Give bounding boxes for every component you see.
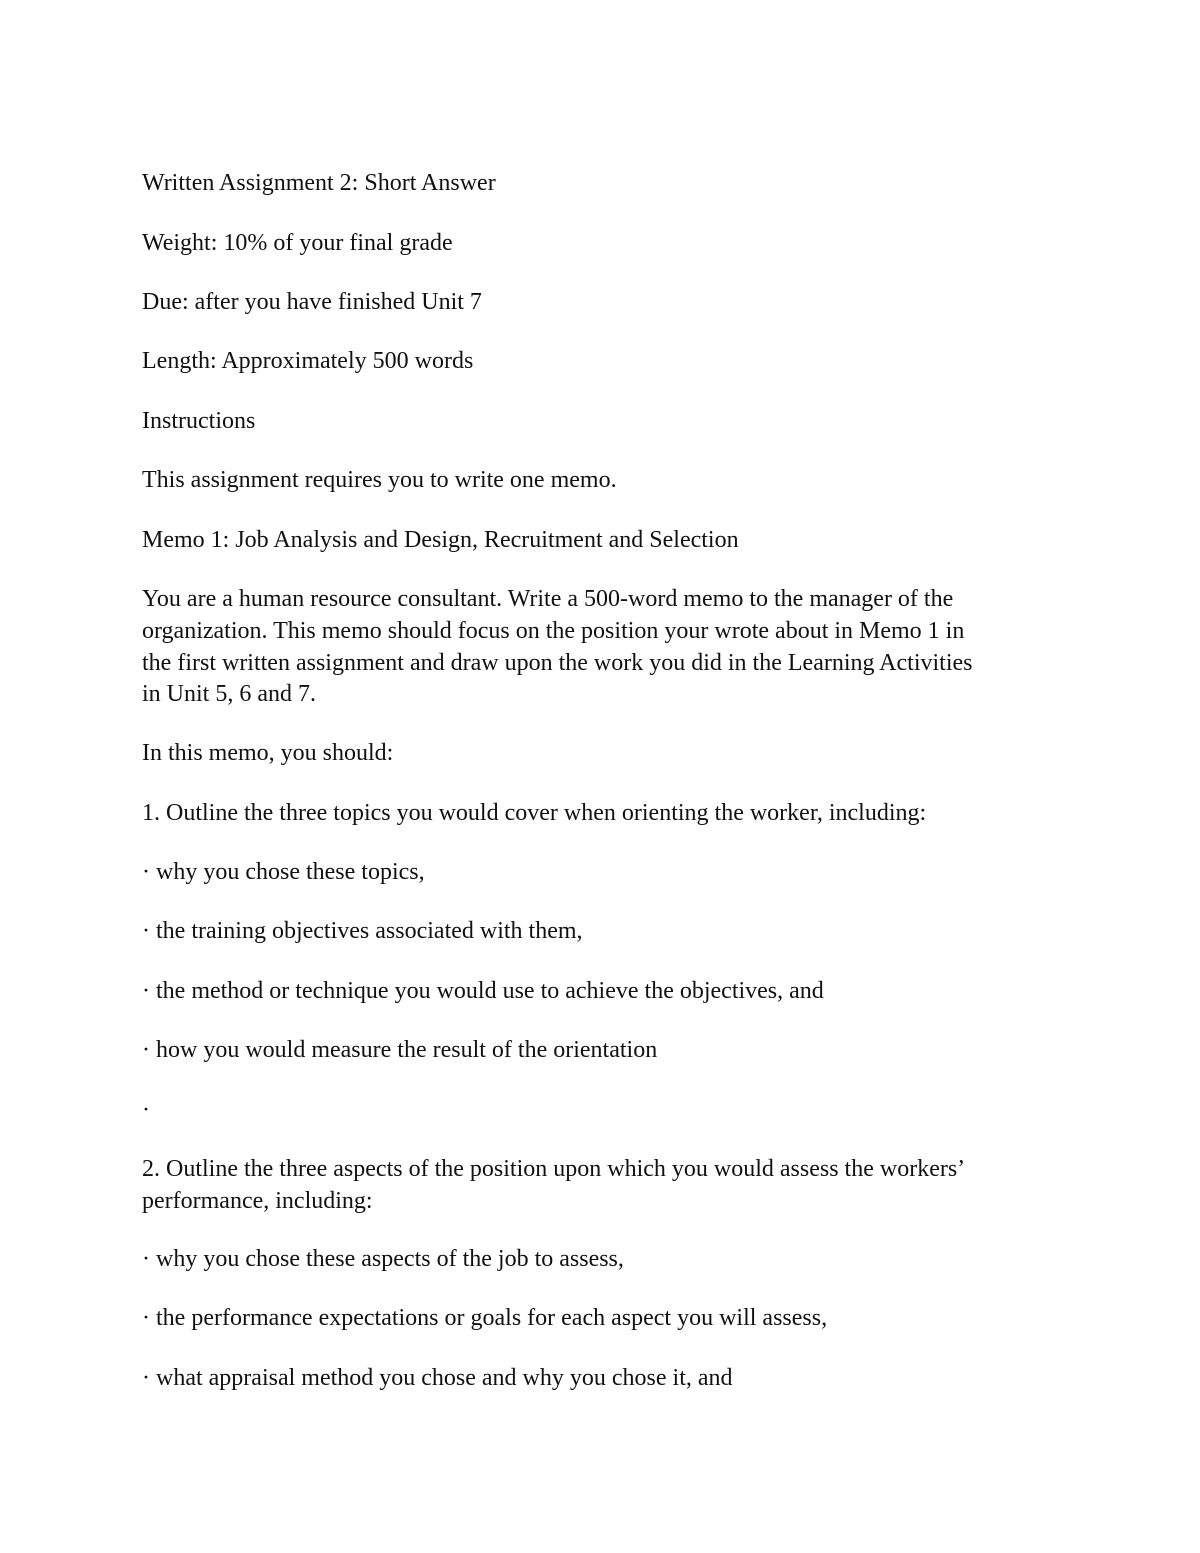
task2-bullet: · what appraisal method you chose and why you chose it, and xyxy=(142,1365,733,1391)
due-line: Due: after you have finished Unit 7 xyxy=(142,289,482,315)
task1-bullet: · why you chose these topics, xyxy=(142,859,425,885)
task2-text-line: 2. Outline the three aspects of the position upon which you would assess the workers’ xyxy=(142,1156,966,1182)
memo-lead: In this memo, you should: xyxy=(142,740,394,766)
memo-description-line: You are a human resource consultant. Write a 500-word memo to the manager of the xyxy=(142,586,954,612)
task1-bullet: · the training objectives associated with them, xyxy=(142,918,583,944)
task2-bullet: · why you chose these aspects of the job to assess, xyxy=(142,1246,624,1272)
task2-bullet: · the performance expectations or goals for each aspect you will assess, xyxy=(142,1305,828,1331)
memo-description-line: in Unit 5, 6 and 7. xyxy=(142,681,316,707)
intro-line: This assignment requires you to write one memo. xyxy=(142,467,617,493)
task1-bullet: · the method or technique you would use to achieve the objectives, and xyxy=(142,978,824,1004)
memo-heading: Memo 1: Job Analysis and Design, Recruitment and Selection xyxy=(142,527,739,553)
instructions-heading: Instructions xyxy=(142,408,256,434)
task1-bullet: · how you would measure the result of the orientation xyxy=(142,1037,658,1063)
memo-description-line: organization. This memo should focus on the position your wrote about in Memo 1 in xyxy=(142,618,965,644)
task2-text-line: performance, including: xyxy=(142,1188,373,1214)
memo-description-line: the first written assignment and draw upon the work you did in the Learning Activities xyxy=(142,650,973,676)
task1-text: 1. Outline the three topics you would cover when orienting the worker, including: xyxy=(142,800,927,826)
length-line: Length: Approximately 500 words xyxy=(142,348,474,374)
weight-line: Weight: 10% of your final grade xyxy=(142,230,453,256)
assignment-title: Written Assignment 2: Short Answer xyxy=(142,170,496,196)
trailing-bullet-mark: · xyxy=(142,1097,150,1123)
